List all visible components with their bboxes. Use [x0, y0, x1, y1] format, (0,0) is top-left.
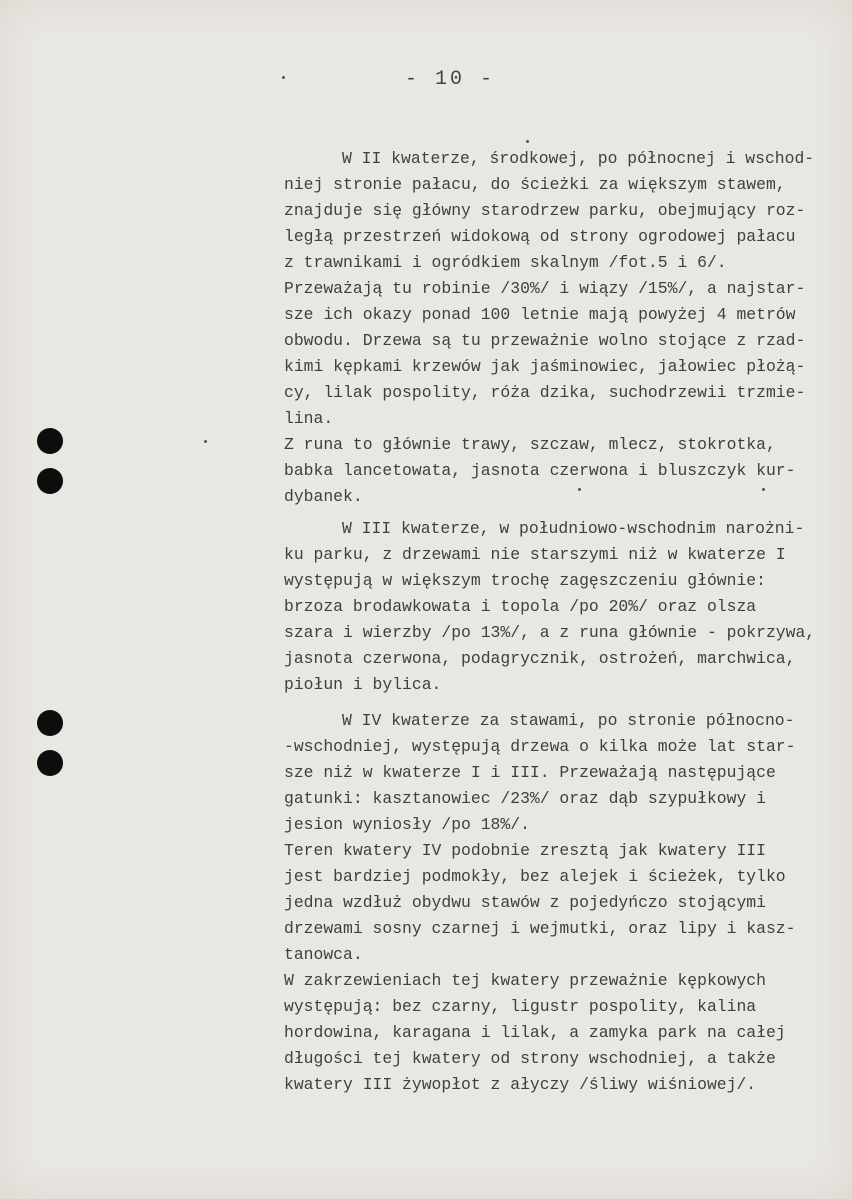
text-line: dybanek.	[284, 487, 363, 506]
text-line: ległą przestrzeń widokową od strony ogrodowej pałacu	[284, 227, 796, 246]
text-line: sze niż w kwaterze I i III. Przeważają następujące	[284, 763, 776, 782]
text-line: jedna wzdłuż obydwu stawów z pojedyńczo stojącymi	[284, 893, 766, 912]
paragraph-3	[284, 708, 849, 1098]
text-line: znajduje się główny starodrzew parku, obejmujący roz-	[284, 201, 806, 220]
text-line: -wschodniej, występują drzewa o kilka może lat star-	[284, 737, 796, 756]
text-line: W II kwaterze, środkowej, po północnej i wschod-	[342, 149, 815, 168]
text-line: gatunki: kasztanowiec /23%/ oraz dąb szypułkowy i	[284, 789, 766, 808]
punch-hole-3	[37, 710, 63, 736]
text-line: cy, lilak pospolity, róża dzika, suchodrzewii trzmie-	[284, 383, 806, 402]
text-line: W III kwaterze, w południowo-wschodnim narożni-	[342, 519, 805, 538]
text-line: brzoza brodawkowata i topola /po 20%/ oraz olsza	[284, 597, 757, 616]
text-line: jasnota czerwona, podagrycznik, ostrożeń, marchwica,	[284, 649, 796, 668]
text-line: Z runa to głównie trawy, szczaw, mlecz, stokrotka,	[284, 435, 776, 454]
text-line: babka lancetowata, jasnota czerwona i bluszczyk kur-	[284, 461, 796, 480]
text-line: lina.	[284, 409, 334, 428]
text-line: Przeważają tu robinie /30%/ i wiązy /15%/, a najstar-	[284, 279, 806, 298]
paper-speck	[282, 76, 285, 79]
text-line: z trawnikami i ogródkiem skalnym /fot.5 i 6/.	[284, 253, 727, 272]
punch-hole-4	[37, 750, 63, 776]
text-line: W zakrzewieniach tej kwatery przeważnie kępkowych	[284, 971, 766, 990]
punch-hole-2	[37, 468, 63, 494]
text-line: obwodu. Drzewa są tu przeważnie wolno stojące z rzad-	[284, 331, 806, 350]
text-line: sze ich okazy ponad 100 letnie mają powyżej 4 metrów	[284, 305, 796, 324]
text-line: hordowina, karagana i lilak, a zamyka park na całej	[284, 1023, 786, 1042]
punch-hole-1	[37, 428, 63, 454]
text-line: tanowca.	[284, 945, 363, 964]
text-line: kimi kępkami krzewów jak jaśminowiec, jałowiec płożą-	[284, 357, 806, 376]
text-line: występują w większym trochę zagęszczeniu głównie:	[284, 571, 766, 590]
text-line: występują: bez czarny, ligustr pospolity, kalina	[284, 997, 757, 1016]
text-line: jest bardziej podmokły, bez alejek i ścieżek, tylko	[284, 867, 786, 886]
text-line: długości tej kwatery od strony wschodniej, a także	[284, 1049, 776, 1068]
text-line: Teren kwatery IV podobnie zresztą jak kwatery III	[284, 841, 766, 860]
text-line: niej stronie pałacu, do ścieżki za większym stawem,	[284, 175, 786, 194]
paragraph-1	[284, 146, 849, 510]
paragraph-2	[284, 516, 849, 698]
text-line: jesion wyniosły /po 18%/.	[284, 815, 530, 834]
text-line: W IV kwaterze za stawami, po stronie północno-	[342, 711, 795, 730]
text-line: szara i wierzby /po 13%/, a z runa głównie - pokrzywa,	[284, 623, 816, 642]
page-number: - 10 -	[405, 68, 496, 91]
text-line: piołun i bylica.	[284, 675, 442, 694]
text-line: kwatery III żywopłot z ałyczy /śliwy wiśniowej/.	[284, 1075, 757, 1094]
paper-speck	[204, 440, 207, 443]
text-line: drzewami sosny czarnej i wejmutki, oraz lipy i kasz-	[284, 919, 796, 938]
text-line: ku parku, z drzewami nie starszymi niż w kwaterze I	[284, 545, 786, 564]
paper-speck	[526, 140, 529, 143]
